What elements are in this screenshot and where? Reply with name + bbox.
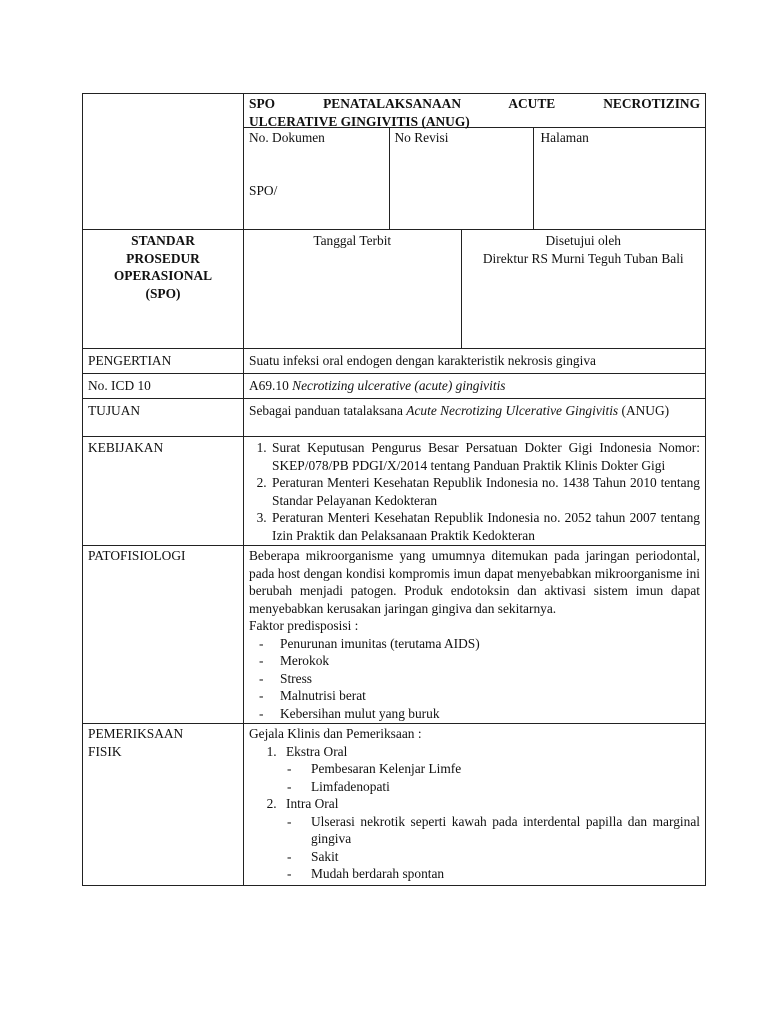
pemeriksaan-label — [83, 724, 244, 886]
section-title: Intra Oral — [286, 796, 339, 811]
faktor-item: - Merokok — [259, 652, 700, 670]
halaman-label: Halaman — [540, 130, 589, 145]
no-dokumen-value: SPO/ — [249, 182, 278, 198]
tujuan-text — [244, 399, 706, 437]
no-dokumen-label: No. Dokumen — [249, 130, 325, 145]
disetujui-label: Disetujui oleh — [545, 233, 621, 248]
pemeriksaan-section — [280, 795, 700, 813]
tujuan-prefix: Sebagai panduan tatalaksana — [249, 403, 403, 418]
document-title-line1: SPO PENATALAKSANAAN ACUTE NECROTIZING — [249, 96, 700, 111]
ekstra-oral-item: - Limfadenopati — [287, 778, 700, 796]
pemeriksaan-intro: Gejala Klinis dan Pemeriksaan : — [249, 726, 422, 741]
icd-text: Necrotizing ulcerative (acute) gingivitis — [292, 378, 506, 393]
kebijakan-item: 3. Peraturan Menteri Kesehatan Republik Indonesia no. 2052 tahun 2007 tentang Izin Praktik dan Pelaksanaan Praktik Kedokteran — [270, 509, 700, 544]
disetujui-value: Direktur RS Murni Teguh Tuban Bali — [482, 250, 684, 266]
pemeriksaan-section — [280, 743, 700, 761]
patofisiologi-paragraph: Beberapa mikroorganisme yang umumnya ditemukan pada jaringan periodontal, pada host dengan kondisi kompromis imun dapat menyebabkan mikroorganisme ini berubah menjadi patogen. Produk endotoksin dan aktivasi sistem imun dapat menyebabkan kerusakan jaringan gingiva dan sekitarnya. — [249, 548, 700, 616]
kebijakan-label: KEBIJAKAN — [83, 437, 244, 546]
spo-label-line: PROSEDUR — [126, 250, 200, 266]
ekstra-oral-list — [249, 760, 700, 795]
logo-cell — [83, 94, 244, 230]
section-title: Ekstra Oral — [286, 743, 348, 759]
pemeriksaan-sections — [249, 795, 700, 813]
spo-label-line: STANDAR — [131, 233, 195, 248]
faktor-item: - Stress — [259, 670, 700, 688]
document-title-line2: ULCERATIVE GINGIVITIS (ANUG) — [249, 113, 470, 129]
tujuan-label: TUJUAN — [83, 399, 244, 437]
approval-row — [83, 230, 706, 349]
patofisiologi-label: PATOFISIOLOGI — [83, 546, 244, 724]
no-revisi-label: No Revisi — [394, 130, 449, 145]
tujuan-suffix: (ANUG) — [621, 403, 670, 418]
pemeriksaan-cell — [244, 724, 706, 886]
ekstra-oral-item: - Pembesaran Kelenjar Limfe — [287, 760, 700, 778]
spo-table — [82, 93, 706, 886]
pengertian-text: Suatu infeksi oral endogen dengan karakteristik nekrosis gingiva — [244, 349, 706, 374]
kebijakan-item: 1. Surat Keputusan Pengurus Besar Persatuan Dokter Gigi Indonesia Nomor: SKEP/078/PB PDGI/X/2014 tentang Panduan Praktik Klinis Dokter Gigi — [270, 439, 700, 474]
icd-code: A69.10 — [249, 378, 289, 393]
intra-oral-item: - Sakit — [287, 848, 700, 866]
faktor-item: - Kebersihan mulut yang buruk — [259, 705, 700, 723]
pemeriksaan-label-line2: FISIK — [88, 743, 122, 759]
tujuan-row — [83, 399, 706, 437]
pengertian-row — [83, 349, 706, 374]
kebijakan-item: 2. Peraturan Menteri Kesehatan Republik Indonesia no. 1438 Tahun 2010 tentang Standar Pelayanan Kedokteran — [270, 474, 700, 509]
header-cell — [244, 94, 706, 230]
pemeriksaan-label-line1: PEMERIKSAAN — [88, 726, 184, 741]
kebijakan-cell — [244, 437, 706, 546]
pengertian-label: PENGERTIAN — [83, 349, 244, 374]
intra-oral-item: - Mudah berdarah spontan — [287, 865, 700, 883]
intra-oral-item: - Ulserasi nekrotik seperti kawah pada interdental papilla dan marginal gingiva — [287, 813, 700, 848]
faktor-item: - Penurunan imunitas (terutama AIDS) — [259, 635, 700, 653]
icd-cell — [244, 374, 706, 399]
icd-row — [83, 374, 706, 399]
spo-label-line: OPERASIONAL — [113, 268, 213, 283]
kebijakan-row — [83, 437, 706, 546]
faktor-list — [249, 635, 700, 723]
tujuan-italic: Acute Necrotizing Ulcerative Gingivitis — [406, 403, 619, 418]
tanggal-terbit-label: Tanggal Terbit — [313, 233, 392, 248]
intra-oral-list — [249, 813, 700, 883]
patofisiologi-cell — [244, 546, 706, 724]
header-row — [83, 94, 706, 230]
spo-label-cell — [83, 230, 244, 349]
spo-label-line: (SPO) — [145, 285, 181, 301]
kebijakan-list — [249, 439, 700, 544]
faktor-item: - Malnutrisi berat — [259, 687, 700, 705]
icd-label: No. ICD 10 — [83, 374, 244, 399]
pemeriksaan-sections — [249, 743, 700, 761]
faktor-label: Faktor predisposisi : — [249, 618, 359, 633]
pemeriksaan-row — [83, 724, 706, 886]
patofisiologi-row — [83, 546, 706, 724]
